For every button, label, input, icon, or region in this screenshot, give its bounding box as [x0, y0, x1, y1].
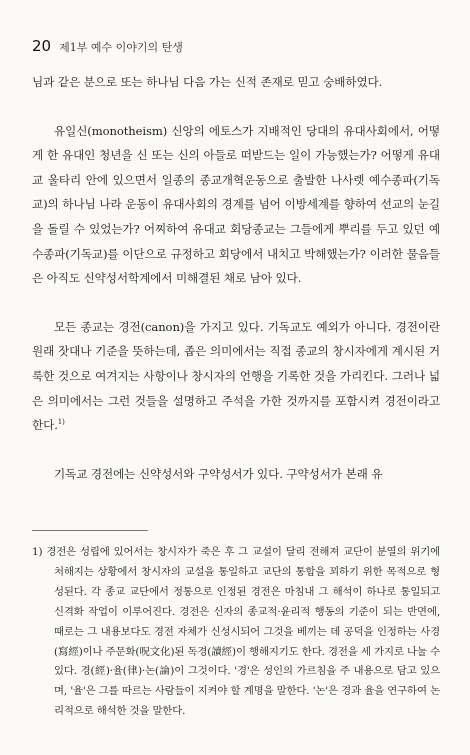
footnote-reference[interactable]: 1) [57, 418, 65, 427]
paragraph-monotheism: 유일신(monotheism) 신앙의 에토스가 지배적인 당대의 유대사회에서, 어떻게 한 유대인 청년을 신 또는 신의 아들로 떠받드는 일이 가능했는가? 어떻게 유대교 울타리 안에 있으면서 일종의 종교개혁운동으로 출발한 나사렛 예수종파(기독교)의 하나님 나라 운동이 유대사회의 경계를 넘어 이방세계를 향하여 선교의 눈길을 돌릴 수 있었는가? 어찌하여 유대교 회당종교는 그들에게 뿌리를 두고 있던 예수종파(기독교)를 이단으로 규정하고 회당에서 내치고 박해했는가? 이러한 물음들은 아직도 신약성서학계에서 미해결된 채로 남아 있다. [32, 123, 440, 286]
paragraph-scriptures: 기독교 경전에는 신약성서와 구약성서가 있다. 구약성서가 본래 유 [54, 466, 383, 481]
paragraph-canon-text: 모든 종교는 경전(canon)을 가지고 있다. 기독교도 예외가 아니다. 경전이란 원래 잣대나 기준을 뜻하는데, 좁은 의미에서는 직접 종교의 창시자에게 계시된 거룩한 것으로 여겨지는 사항이나 창시자의 언행을 기록한 것을 가리킨다. 그러나 넓은 의미에서는 그런 것들을 설명하고 주석을 가한 것까지를 포함시켜 경전이라고 한다. [32, 319, 440, 433]
footnote-text: 경전은 성립에 있어서는 창시자가 죽은 후 그 교설이 달리 전해져 교단이 분열의 위기에 처해지는 상황에서 창시자의 교설을 통일하고 교단의 통합을 꾀하기 위한 목적으로 형성된다. 각 종교 교단에서 정통으로 인정된 경전은 마침내 그 해석이 하나로 통일되고 신격화 작업이 이루어진다. 경전은 신자의 종교적·윤리적 행동의 기준이 되는 반면에, 때로는 그 내용보다도 경전 자체가 신성시되어 그것을 베끼는 데 공덕을 인정하는 사경(寫經)이나 주문화(呪文化)된 독경(讀經)이 행해지기도 한다. 경전을 세 가지로 나눌 수 있다. 경(經)·율(律)·논(論)이 그것이다. '경'은 성인의 가르침을 주 내용으로 담고 있으며, '율'은 그를 따르는 사람들이 지켜야 할 계명을 말한다. '논'은 경과 율을 연구하여 논리적으로 해석한 것을 말한다. [46, 546, 440, 718]
paragraph-continued: 님과 같은 분으로 또는 하나님 다음 가는 신적 존재로 믿고 숭배하였다. [32, 75, 383, 89]
running-title: 제1부 예수 이야기의 탄생 [59, 41, 183, 54]
footnote-marker: 1) [32, 546, 43, 558]
body-text [32, 70, 440, 486]
footnote-item [32, 543, 440, 722]
running-header [32, 37, 183, 55]
footnotes [32, 543, 440, 722]
paragraph-canon [32, 315, 440, 438]
footnote-divider [32, 530, 148, 531]
page-number: 20 [32, 37, 52, 55]
